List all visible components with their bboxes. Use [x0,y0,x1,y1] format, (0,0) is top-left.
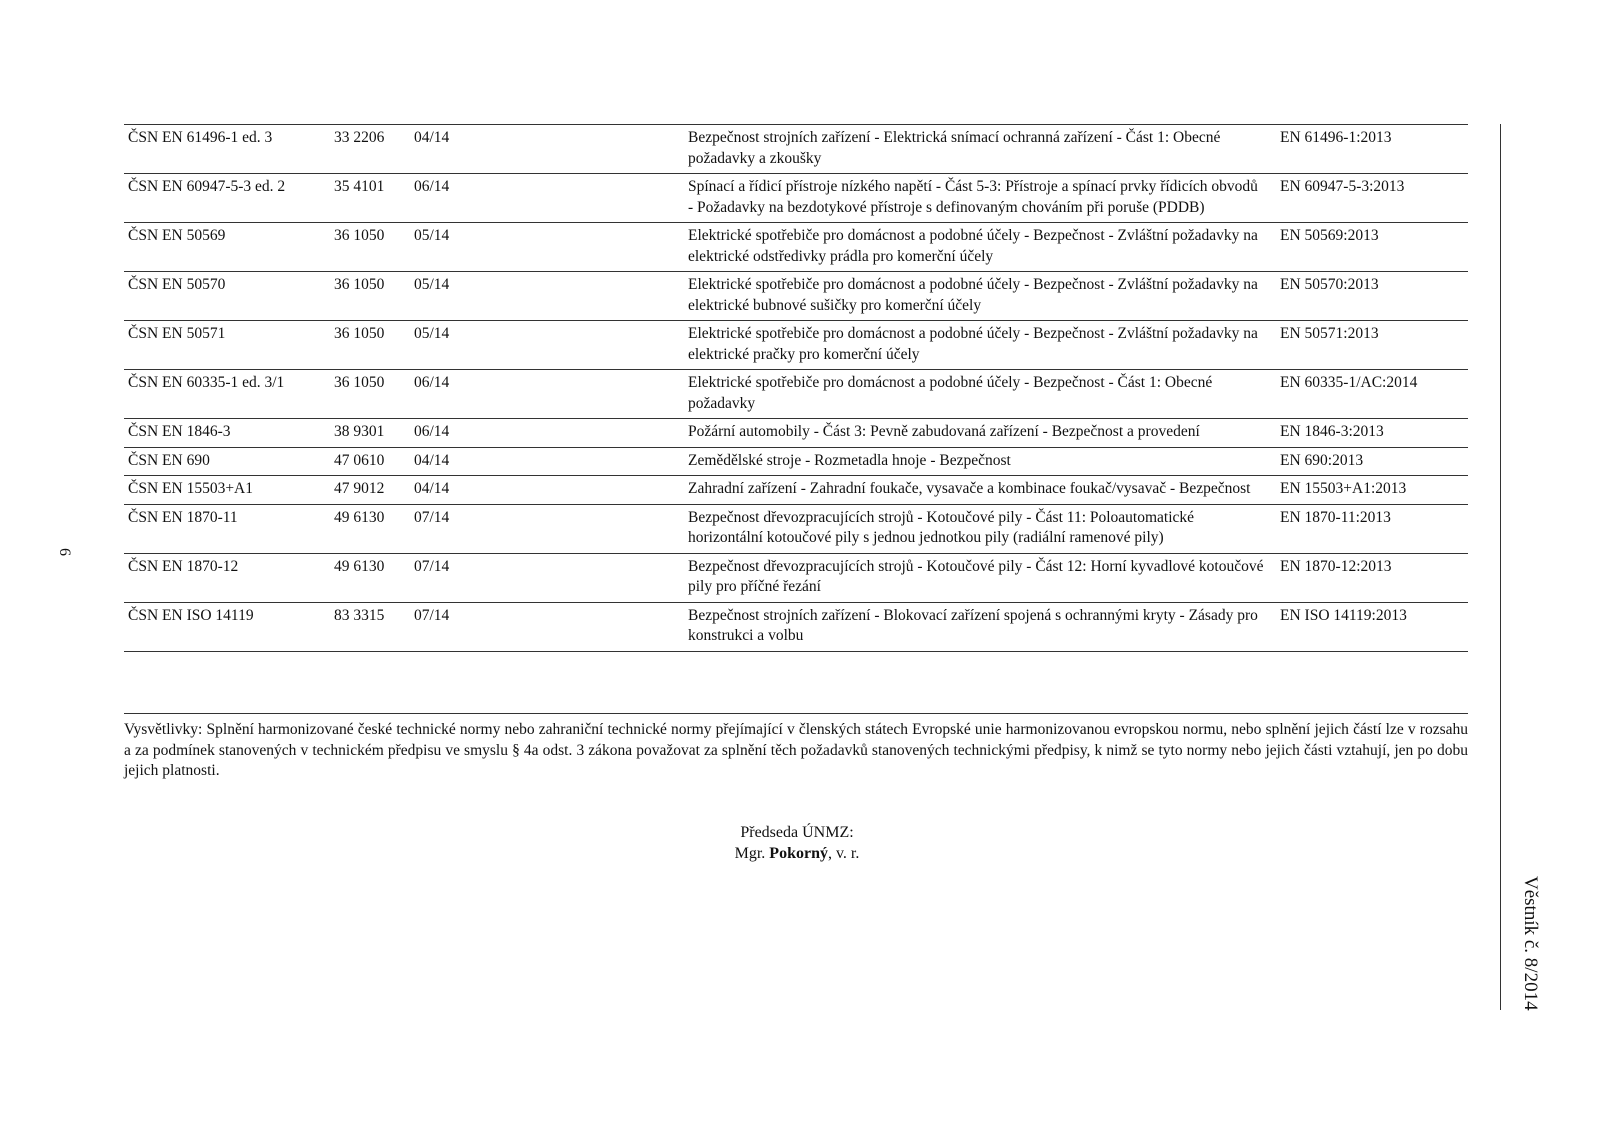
issue-date: 04/14 [410,125,684,174]
standard-title: Bezpečnost strojních zařízení - Elektrická snímací ochranná zařízení - Část 1: Obecné požadavky a zkoušky [684,125,1276,174]
classification-code: 36 1050 [330,272,410,321]
en-reference: EN 50571:2013 [1276,321,1468,370]
standard-code: ČSN EN 1846-3 [124,419,330,448]
en-reference: EN 60947-5-3:2013 [1276,174,1468,223]
en-reference: EN 15503+A1:2013 [1276,476,1468,505]
standard-title: Bezpečnost dřevozpracujících strojů - Kotoučové pily - Část 12: Horní kyvadlové kotoučové pily pro příčné řezání [684,553,1276,602]
signature-name: Pokorný [769,845,828,862]
standard-code: ČSN EN 1870-11 [124,504,330,553]
en-reference: EN 50569:2013 [1276,223,1468,272]
classification-code: 47 9012 [330,476,410,505]
classification-code: 33 2206 [330,125,410,174]
classification-code: 36 1050 [330,370,410,419]
standard-code: ČSN EN ISO 14119 [124,602,330,651]
issue-date: 05/14 [410,272,684,321]
standard-code: ČSN EN 50570 [124,272,330,321]
issue-date: 06/14 [410,370,684,419]
page-number: 6 [56,548,73,556]
issue-date: 06/14 [410,419,684,448]
table-row [124,447,1468,476]
standard-code: ČSN EN 60335-1 ed. 3/1 [124,370,330,419]
issue-date: 07/14 [410,602,684,651]
issue-date: 04/14 [410,447,684,476]
en-reference: EN 61496-1:2013 [1276,125,1468,174]
classification-code: 49 6130 [330,553,410,602]
en-reference: EN 1846-3:2013 [1276,419,1468,448]
table-row [124,321,1468,370]
classification-code: 35 4101 [330,174,410,223]
standard-code: ČSN EN 50569 [124,223,330,272]
journal-title: Věstník č. 8/2014 [1520,876,1541,1011]
table-row [124,504,1468,553]
table-row [124,272,1468,321]
signature-role: Předseda ÚNMZ: [740,824,854,841]
standard-code: ČSN EN 1870-12 [124,553,330,602]
issue-date: 07/14 [410,553,684,602]
issue-date: 06/14 [410,174,684,223]
en-reference: EN 1870-12:2013 [1276,553,1468,602]
en-reference: EN 50570:2013 [1276,272,1468,321]
issue-date: 05/14 [410,321,684,370]
standard-title: Bezpečnost strojních zařízení - Blokovací zařízení spojená s ochrannými kryty - Zásady pro konstrukci a volbu [684,602,1276,651]
table-row [124,370,1468,419]
en-reference: EN 1870-11:2013 [1276,504,1468,553]
standard-code: ČSN EN 61496-1 ed. 3 [124,125,330,174]
table-row [124,602,1468,651]
classification-code: 38 9301 [330,419,410,448]
classification-code: 36 1050 [330,321,410,370]
classification-code: 49 6130 [330,504,410,553]
standards-table [124,124,1468,652]
standard-title: Elektrické spotřebiče pro domácnost a podobné účely - Bezpečnost - Část 1: Obecné požadavky [684,370,1276,419]
notes-divider [124,713,1468,714]
table-row [124,553,1468,602]
standard-code: ČSN EN 690 [124,447,330,476]
signature-prefix: Mgr. [734,845,766,862]
classification-code: 36 1050 [330,223,410,272]
issue-date: 05/14 [410,223,684,272]
standard-title: Spínací a řídicí přístroje nízkého napětí - Část 5-3: Přístroje a spínací prvky řídicích obvodů - Požadavky na bezdotykové přístroje s definovaným chováním při poruše (PDDB) [684,174,1276,223]
standard-title: Bezpečnost dřevozpracujících strojů - Kotoučové pily - Část 11: Poloautomatické horizontální kotoučové pily s jednou jednotkou pily (radiální ramenové pily) [684,504,1276,553]
table-row [124,125,1468,174]
signature-block [600,822,994,864]
table-row [124,174,1468,223]
standard-title: Zahradní zařízení - Zahradní foukače, vysavače a kombinace foukač/vysavač - Bezpečnost [684,476,1276,505]
standard-title: Požární automobily - Část 3: Pevně zabudovaná zařízení - Bezpečnost a provedení [684,419,1276,448]
margin-rule [1500,124,1501,1010]
classification-code: 47 0610 [330,447,410,476]
standard-code: ČSN EN 50571 [124,321,330,370]
en-reference: EN ISO 14119:2013 [1276,602,1468,651]
standard-title: Elektrické spotřebiče pro domácnost a podobné účely - Bezpečnost - Zvláštní požadavky na elektrické odstředivky prádla pro komerční účely [684,223,1276,272]
explanatory-notes: Vysvětlivky: Splnění harmonizované české technické normy nebo zahraniční technické normy přejímající v členských státech Evropské unie harmonizovanou evropskou normu, nebo splnění jejich částí lze v rozsahu a za podmínek stanovených v technickém předpisu ve smyslu § 4a odst. 3 zákona považovat za splnění těch požadavků stanovených technickými předpisy, k nimž se tyto normy nebo jejich části vztahují, jen po dobu jejich platnosti. [124,721,1468,779]
signature-suffix: , v. r. [827,845,860,862]
standard-code: ČSN EN 15503+A1 [124,476,330,505]
signature-name-line [600,843,994,864]
table-row [124,476,1468,505]
en-reference: EN 690:2013 [1276,447,1468,476]
standards-table-body [124,125,1468,652]
table-row [124,223,1468,272]
standard-title: Elektrické spotřebiče pro domácnost a podobné účely - Bezpečnost - Zvláštní požadavky na elektrické bubnové sušičky pro komerční účely [684,272,1276,321]
issue-date: 07/14 [410,504,684,553]
classification-code: 83 3315 [330,602,410,651]
en-reference: EN 60335-1/AC:2014 [1276,370,1468,419]
table-row [124,419,1468,448]
standard-title: Elektrické spotřebiče pro domácnost a podobné účely - Bezpečnost - Zvláštní požadavky na elektrické pračky pro komerční účely [684,321,1276,370]
standard-code: ČSN EN 60947-5-3 ed. 2 [124,174,330,223]
issue-date: 04/14 [410,476,684,505]
standard-title: Zemědělské stroje - Rozmetadla hnoje - Bezpečnost [684,447,1276,476]
